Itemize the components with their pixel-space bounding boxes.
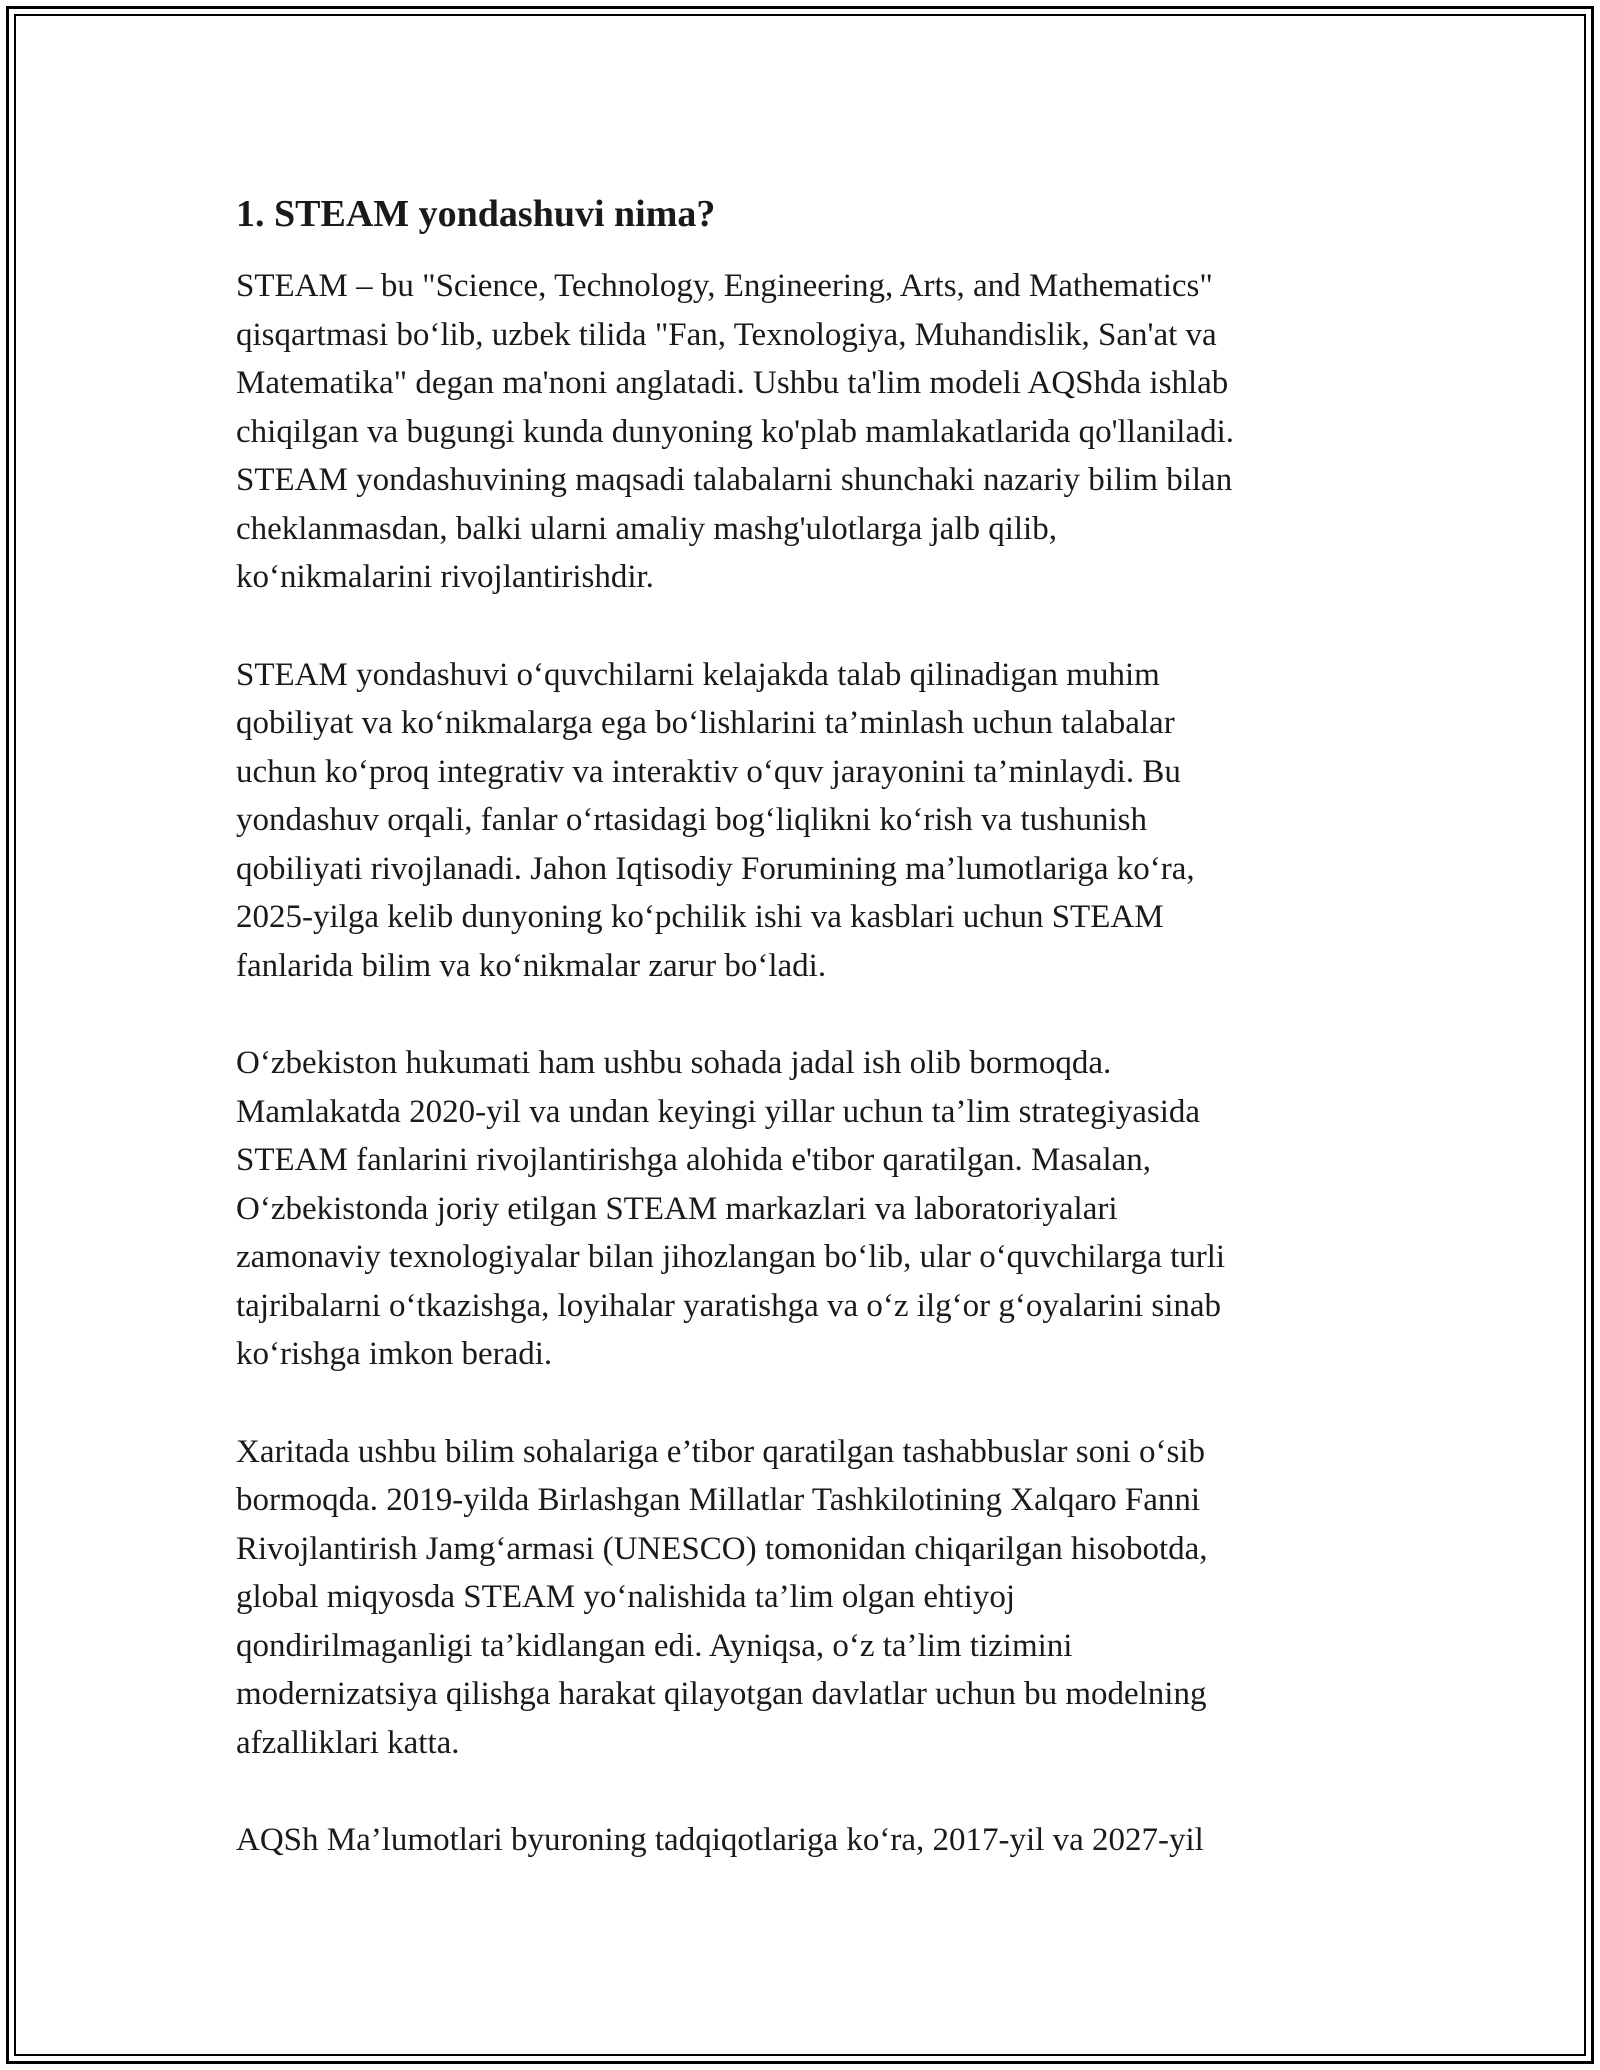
text-line: afzalliklari katta.: [236, 1724, 460, 1761]
text-line: qisqartmasi bo‘lib, uzbek tilida "Fan, Texnologiya, Muhandislik, San'at va: [236, 316, 1217, 353]
text-line: cheklanmasdan, balki ularni amaliy mashg'ulotlarga jalb qilib,: [236, 510, 1057, 547]
paragraph-1: [236, 262, 1356, 602]
text-line: STEAM fanlarini rivojlantirishga alohida e'tibor qaratilgan. Masalan,: [236, 1142, 1152, 1178]
text-line: chiqilgan va bugungi kunda dunyoning ko'plab mamlakatlarida qo'llaniladi.: [236, 413, 1235, 450]
text-line: modernizatsiya qilishga harakat qilayotgan davlatlar uchun bu modelning: [236, 1676, 1207, 1712]
text-line: STEAM yondashuvi o‘quvchilarni kelajakda talab qilinadigan muhim: [236, 656, 1160, 693]
text-line: zamonaviy texnologiyalar bilan jihozlangan bo‘lib, ular o‘quvchilarga turli: [236, 1239, 1226, 1275]
text-line: yondashuv orqali, fanlar o‘rtasidagi bog‘liqlikni ko‘rish va tushunish: [236, 802, 1148, 838]
paragraph-4: [236, 1428, 1356, 1768]
text-line: uchun ko‘proq integrativ va interaktiv o‘quv jarayonini ta’minlaydi. Bu: [236, 753, 1181, 790]
text-line: ko‘rishga imkon beradi.: [236, 1336, 553, 1372]
text-line: Mamlakatda 2020-yil va undan keyingi yillar uchun ta’lim strategiyasida: [236, 1093, 1201, 1130]
text-line: Matematika" degan ma'noni anglatadi. Ushbu ta'lim modeli AQShda ishlab: [236, 365, 1229, 401]
text-line: tajribalarni o‘tkazishga, loyihalar yaratishga va o‘z ilg‘or g‘oyalarini sinab: [236, 1287, 1222, 1324]
text-line: O‘zbekistonda joriy etilgan STEAM markazlari va laboratoriyalari: [236, 1190, 1118, 1227]
text-line: AQSh Ma’lumotlari byuroning tadqiqotlariga ko‘ra, 2017-yil va 2027-yil: [236, 1822, 1204, 1858]
text-line: qobiliyat va ko‘nikmalarga ega bo‘lishlarini ta’minlash uchun talabalar: [236, 705, 1175, 741]
text-line: ko‘nikmalarini rivojlantirishdir.: [236, 559, 654, 595]
paragraph-2: [236, 651, 1356, 991]
paragraph-3: [236, 1039, 1356, 1379]
text-line: Xaritada ushbu bilim sohalariga e’tibor qaratilgan tashabbuslar soni o‘sib: [236, 1433, 1205, 1470]
text-line: O‘zbekiston hukumati ham ushbu sohada jadal ish olib bormoqda.: [236, 1045, 1112, 1081]
text-line: 2025-yilga kelib dunyoning ko‘pchilik ishi va kasblari uchun STEAM: [236, 899, 1164, 935]
text-line: STEAM yondashuvining maqsadi talabalarni shunchaki nazariy bilim bilan: [236, 462, 1233, 498]
text-line: Rivojlantirish Jamg‘armasi (UNESCO) tomonidan chiqarilgan hisobotda,: [236, 1530, 1208, 1567]
text-line: STEAM – bu "Science, Technology, Engineering, Arts, and Mathematics": [236, 268, 1213, 304]
text-line: global miqyosda STEAM yo‘nalishida ta’lim olgan ehtiyoj: [236, 1579, 1016, 1615]
text-line: bormoqda. 2019-yilda Birlashgan Millatlar Tashkilotining Xalqaro Fanni: [236, 1482, 1201, 1518]
paragraph-5: [236, 1816, 1356, 1865]
text-line: qondirilmaganligi ta’kidlangan edi. Ayniqsa, o‘z ta’lim tizimini: [236, 1627, 1073, 1664]
text-line: fanlarida bilim va ko‘nikmalar zarur bo‘ladi.: [236, 947, 827, 984]
section-heading: 1. STEAM yondashuvi nima?: [236, 193, 716, 235]
document-body: [236, 184, 1356, 1865]
text-line: qobiliyati rivojlanadi. Jahon Iqtisodiy Forumining ma’lumotlariga ko‘ra,: [236, 850, 1195, 887]
